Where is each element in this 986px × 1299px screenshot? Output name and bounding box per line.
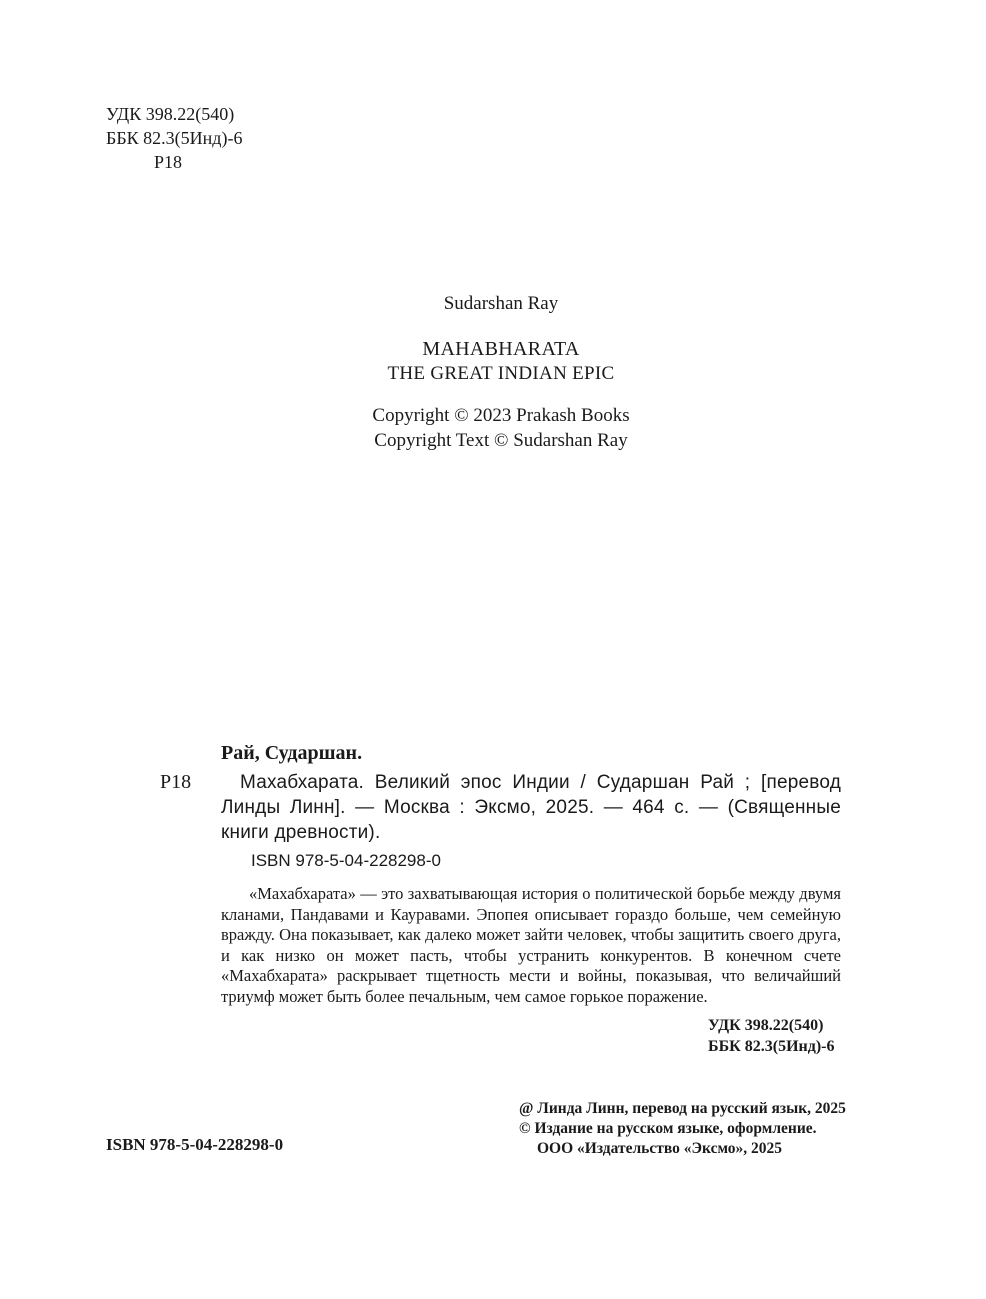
original-subtitle: THE GREAT INDIAN EPIC [387,363,615,384]
catalog-bbk: ББК 82.3(5Инд)-6 [708,1038,835,1055]
udk-code: УДК 398.22(540) [106,104,235,124]
bbk-code: ББК 82.3(5Инд)-6 [106,128,243,148]
rights-block [519,1099,846,1159]
top-classification-codes [106,102,242,174]
rights-edition: © Издание на русском языке, оформление. [519,1120,817,1137]
catalog-udk: УДК 398.22(540) [708,1017,824,1034]
footer-isbn: ISBN 978-5-04-228298-0 [106,1135,284,1154]
rights-publisher: ООО «Издательство «Эксмо», 2025 [537,1140,783,1157]
annotation: «Махабхарата» — это захватывающая история о политической борьбе между двумя кланами, Пандавами и Кауравами. Эпопея описывает гораздо больше, чем семейную вражду. Она показывает, как далеко может зайти человек, чтобы защитить своего друга, и как низко он может пасть, чтобы устранить конкурентов. В конечном счете «Махабхарата» раскрывает тщетность мести и войны, показывая, что величайший триумф может быть более печальным, чем самое горькое поражение. [221,884,841,1006]
copyright-text: Copyright Text © Sudarshan Ray [374,430,628,451]
original-author: Sudarshan Ray [443,293,559,314]
copyright-publisher: Copyright © 2023 Prakash Books [372,405,630,426]
original-title: MAHABHARATA [422,338,580,360]
catalog-isbn: ISBN 978-5-04-228298-0 [251,851,441,870]
author-mark: Р18 [154,152,183,172]
catalog-classification-codes [708,1015,835,1057]
catalog-author-heading: Рай, Сударшан. [221,742,363,764]
rights-translation: @ Линда Линн, перевод на русский язык, 2025 [519,1100,846,1117]
catalog-description: Махабхарата. Великий эпос Индии / Сударшан Рай ; [перевод Линды Линн]. — Москва : Эксмо, 2025. — 464 с. — (Священные книги древности). [221,772,841,843]
catalog-author-mark: Р18 [160,771,192,793]
